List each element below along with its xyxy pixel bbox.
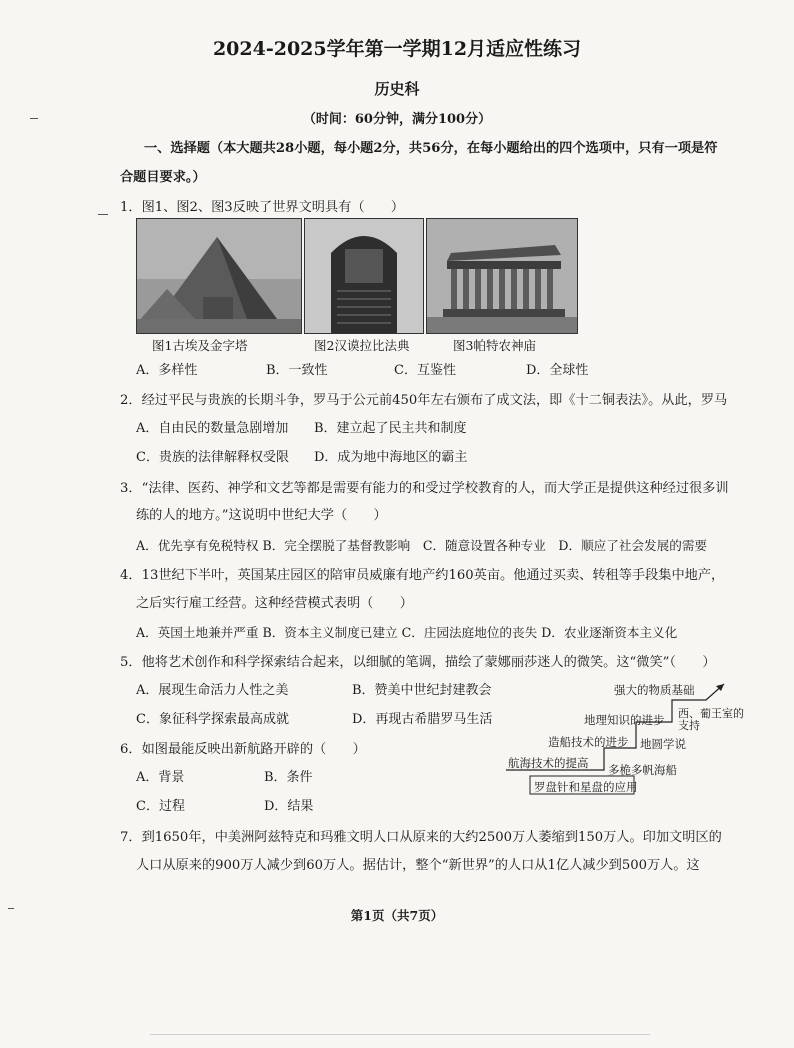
q3-options: A．优先享有免税特权 B．完全摆脱了基督教影响 C．随意设置各种专业 D．顺应了社会发展的需要 bbox=[136, 538, 708, 553]
q4-stem-line1: 4．13世纪下半叶，英国某庄园区的陪审员威廉有地产约160英亩。他通过买卖、转租等手段集中地产， bbox=[120, 568, 725, 583]
q1-option-a: A．多样性 bbox=[136, 363, 198, 378]
diagram-label-step1: 航海技术的提高 bbox=[508, 756, 589, 770]
section1-instructions-line1: 一、选择题（本大题共28小题，每小题2分，共56分，在每小题给出的四个选项中，只有一项是符 bbox=[144, 141, 718, 156]
q5-option-c: C．象征科学探索最高成就 bbox=[136, 712, 289, 727]
q2-option-b: B．建立起了民主共和制度 bbox=[314, 421, 467, 436]
q5-option-b: B．赞美中世纪封建教会 bbox=[352, 683, 492, 698]
time-info: （时间：60分钟，满分100分） bbox=[302, 112, 492, 127]
subject-title: 历史科 bbox=[374, 80, 420, 98]
q2-option-d: D．成为地中海地区的霸主 bbox=[314, 450, 468, 465]
q1-option-d: D．全球性 bbox=[526, 363, 589, 378]
scan-mark bbox=[150, 1034, 650, 1035]
q5-option-a: A．展现生命活力人性之美 bbox=[136, 683, 289, 698]
q4-stem-line2: 之后实行雇工经营。这种经营模式表明（ ） bbox=[136, 596, 413, 611]
q5-option-d: D．再现古希腊罗马生活 bbox=[352, 712, 493, 727]
parthenon-image bbox=[426, 218, 578, 334]
pyramid-image bbox=[136, 218, 302, 334]
q3-stem-line1: 3．“法律、医药、神学和文艺等都是需要有能力的和受过学校教育的人，而大学正是提供这种经过很多训 bbox=[120, 481, 729, 496]
diagram-label-top: 强大的物质基础 bbox=[614, 683, 695, 697]
q7-stem-line1: 7．到1650年，中美洲阿兹特克和玛雅文明人口从原来的大约2500万人萎缩到150万人。印加文明区的 bbox=[120, 830, 722, 845]
q1-caption-3: 图3帕特农神庙 bbox=[453, 338, 536, 353]
section1-instructions-line2: 合题目要求。） bbox=[120, 170, 206, 185]
hammurabi-code-image bbox=[304, 218, 424, 334]
q6-option-b: B．条件 bbox=[264, 770, 313, 785]
q3-stem-line2: 练的人的地方。”这说明中世纪大学（ ） bbox=[136, 508, 387, 523]
q5-stem: 5．他将艺术创作和科学探索结合起来，以细腻的笔调，描绘了蒙娜丽莎迷人的微笑。这“微笑”（ ） bbox=[120, 655, 716, 670]
q1-option-b: B．一致性 bbox=[266, 363, 328, 378]
q6-stem: 6．如图最能反映出新航路开辟的（ ） bbox=[120, 742, 366, 757]
diagram-label-step3: 地理知识的进步 bbox=[584, 713, 665, 727]
page-footer: 第1页（共7页） bbox=[350, 908, 444, 923]
q6-option-d: D．结果 bbox=[264, 799, 314, 814]
q2-option-c: C．贵族的法律解释权受限 bbox=[136, 450, 289, 465]
q4-options: A．英国土地兼并严重 B．资本主义制度已建立 C．庄园法庭地位的丧失 D．农业逐渐资本主义化 bbox=[136, 625, 678, 640]
exam-title: 2024-2025学年第一学期12月适应性练习 bbox=[212, 38, 582, 60]
q7-stem-line2: 人口从原来的900万人减少到60万人。据估计，整个“新世界”的人口从1亿人减少到500万人。这 bbox=[136, 858, 700, 873]
diagram-label-side: 西、葡王室的支持 bbox=[678, 707, 744, 732]
q2-option-a: A．自由民的数量急剧增加 bbox=[136, 421, 289, 436]
scan-mark bbox=[98, 214, 108, 215]
diagram-label-mid: 地圆学说 bbox=[640, 737, 686, 751]
scan-mark bbox=[8, 908, 14, 909]
scan-mark bbox=[30, 118, 38, 119]
q6-option-a: A．背景 bbox=[136, 770, 185, 785]
new-route-diagram bbox=[506, 678, 746, 798]
q6-option-c: C．过程 bbox=[136, 799, 185, 814]
diagram-label-bottom: 罗盘针和星盘的应用 bbox=[534, 780, 638, 794]
q1-caption-1: 图1古埃及金字塔 bbox=[152, 338, 248, 353]
diagram-label-low: 多桅多帆海船 bbox=[608, 763, 677, 777]
diagram-label-step2: 造船技术的进步 bbox=[548, 735, 629, 749]
q1-caption-2: 图2汉谟拉比法典 bbox=[314, 338, 410, 353]
q2-stem: 2．经过平民与贵族的长期斗争，罗马于公元前450年左右颁布了成文法，即《十二铜表法》。从此，罗马 bbox=[120, 393, 728, 408]
q1-stem: 1．图1、图2、图3反映了世界文明具有（ ） bbox=[120, 200, 405, 215]
q1-option-c: C．互鉴性 bbox=[394, 363, 456, 378]
